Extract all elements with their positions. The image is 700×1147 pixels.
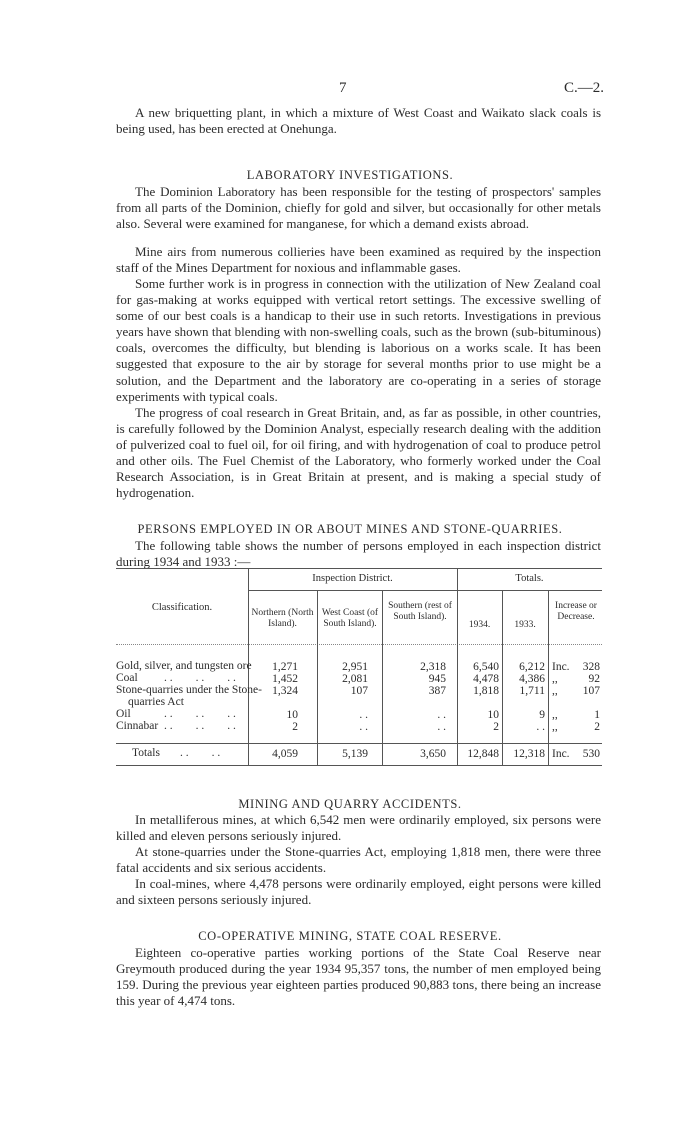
laboratory-paragraph-3: Some further work is in progress in connection with the utilization of New Zealand coal for gas-making at works equipped with vertical retort settings. The excessive swelling of some of our best coals is a handicap to their use in such retorts. Investigations in previous years have shown that blending with non-swelling coals, such as the brown (sub-bituminous) coals, overcomes the difficulty, but blending is laborious on a works scale. It has been suggested that exposure to the air by storage for several months prior to use might be a solution, and the Department and the laboratory are co-operating in a series of storage experiments with typical coals. [116,276,601,404]
cell-southern: 2,318 [420,661,446,673]
header-1933: 1933. [514,620,536,630]
cell-1934: 6,540 [473,661,499,673]
cell-change-value: 107 [582,685,600,697]
cell-1934: 10 [487,709,499,721]
laboratory-paragraph-4: The progress of coal research in Great Britain, and, as far as possible, in other countries, is carefully followed by the Dominion Analyst, especially research dealing with the addition of pulverized coal to fuel oil, for oil firing, and with hydrogenation of coal to produce petrol and other oils. The Fuel Chemist of the Laboratory, who formerly worked under the Coal Research Association, is in Great Britain at present, and is making a special study of hydrogenation. [116,405,601,501]
cell-total-southern: 3,650 [420,748,446,760]
header-northern: Northern (North Island). [251,608,314,629]
cell-westcoast: 2,951 [342,661,368,673]
accidents-heading: MINING AND QUARRY ACCIDENTS. [238,797,462,811]
header-increase-decrease: Increase or Decrease. [555,601,597,622]
cell-1933: 9 [539,709,545,721]
cell-total-change-direction: Inc. [552,748,570,760]
cell-1934: 2 [493,721,499,733]
cell-westcoast: . . [359,709,368,721]
persons-employed-intro: The following table shows the number of persons employed in each inspection district during 1934 and 1933 :— [116,538,601,570]
accidents-paragraph-2: At stone-quarries under the Stone-quarries Act, employing 1,818 men, there were three fatal accidents and six serious accidents. [116,844,601,876]
row-label-oil: Oil . . . . . . [116,708,236,720]
cell-total-change-value: 530 [582,748,600,760]
laboratory-paragraph-1: The Dominion Laboratory has been responsible for the testing of prospectors' samples from all parts of the Dominion, chiefly for gold and silver, but occasionally for other metals also. Several were examined for manganese, for which a demand exists abroad. [116,184,601,232]
persons-employed-heading: PERSONS EMPLOYED IN OR ABOUT MINES AND STONE-QUARRIES. [137,522,563,536]
employment-table [116,568,602,766]
cell-southern: 945 [428,673,446,685]
cell-change-value: 2 [594,721,600,733]
cell-change-direction: ,, [552,685,558,697]
page-number: 7 [339,80,347,96]
cell-1934: 1,818 [473,685,499,697]
cell-change-value: 92 [588,673,600,685]
document-reference: C.—2. [564,80,605,96]
cell-northern: 10 [286,709,298,721]
row-label-stone-quarries-cont: quarries Act [128,696,184,708]
cell-northern: 1,324 [272,685,298,697]
cell-westcoast: . . [359,721,368,733]
cell-southern: 387 [428,685,446,697]
cell-southern: . . [437,709,446,721]
cell-total-westcoast: 5,139 [342,748,368,760]
row-label-totals: Totals . . . . [132,747,221,759]
laboratory-paragraph-2: Mine airs from numerous collieries have been examined as required by the inspection staff of the Mines Department for noxious and inflammable gases. [116,244,601,276]
cell-1933: . . [536,721,545,733]
cell-westcoast: 2,081 [342,673,368,685]
cell-1933: 4,386 [519,673,545,685]
row-label-cinnabar: Cinnabar . . . . . . [116,720,236,732]
header-1934: 1934. [468,620,491,630]
header-westcoast: West Coast (of South Island). [321,608,379,629]
header-southern: Southern (rest of South Island). [388,601,452,622]
cell-change-value: 1 [594,709,600,721]
row-label-coal: Coal . . . . . . [116,672,236,684]
row-label-stone-quarries: Stone-quarries under the Stone- [116,684,262,696]
cell-change-value: 328 [582,661,600,673]
cell-total-northern: 4,059 [272,748,298,760]
cell-northern: 1,271 [272,661,298,673]
cell-change-direction: Inc. [552,661,570,673]
header-totals: Totals. [515,573,544,584]
cell-southern: . . [437,721,446,733]
accidents-paragraph-3: In coal-mines, where 4,478 persons were ordinarily employed, eight persons were killed and sixteen persons seriously injured. [116,876,601,908]
cell-westcoast: 107 [350,685,368,697]
cooperative-mining-heading: CO-OPERATIVE MINING, STATE COAL RESERVE. [198,929,502,943]
cell-northern: 2 [292,721,298,733]
cell-change-direction: ,, [552,709,558,721]
header-inspection-district: Inspection District. [312,573,393,584]
cell-northern: 1,452 [272,673,298,685]
cell-1933: 1,711 [519,685,545,697]
cell-1934: 4,478 [473,673,499,685]
accidents-paragraph-1: In metalliferous mines, at which 6,542 men were ordinarily employed, six persons were killed and eleven persons seriously injured. [116,812,601,844]
laboratory-heading: LABORATORY INVESTIGATIONS. [246,168,454,182]
header-classification: Classification. [151,602,213,613]
cell-total-1933: 12,318 [513,748,545,760]
cooperative-mining-paragraph: Eighteen co-operative parties working portions of the State Coal Reserve near Greymouth produced during the year 1934 95,357 tons, the number of men employed being 159. During the previous year eighteen parties produced 90,883 tons, there being an increase this year of 4,474 tons. [116,945,601,1009]
row-label-gold-silver: Gold, silver, and tungsten ore [116,660,252,672]
briquetting-paragraph: A new briquetting plant, in which a mixture of West Coast and Waikato slack coals is being used, has been erected at Onehunga. [116,105,601,137]
cell-change-direction: ,, [552,721,558,733]
cell-total-1934: 12,848 [467,748,499,760]
cell-1933: 6,212 [519,661,545,673]
cell-change-direction: ,, [552,673,558,685]
